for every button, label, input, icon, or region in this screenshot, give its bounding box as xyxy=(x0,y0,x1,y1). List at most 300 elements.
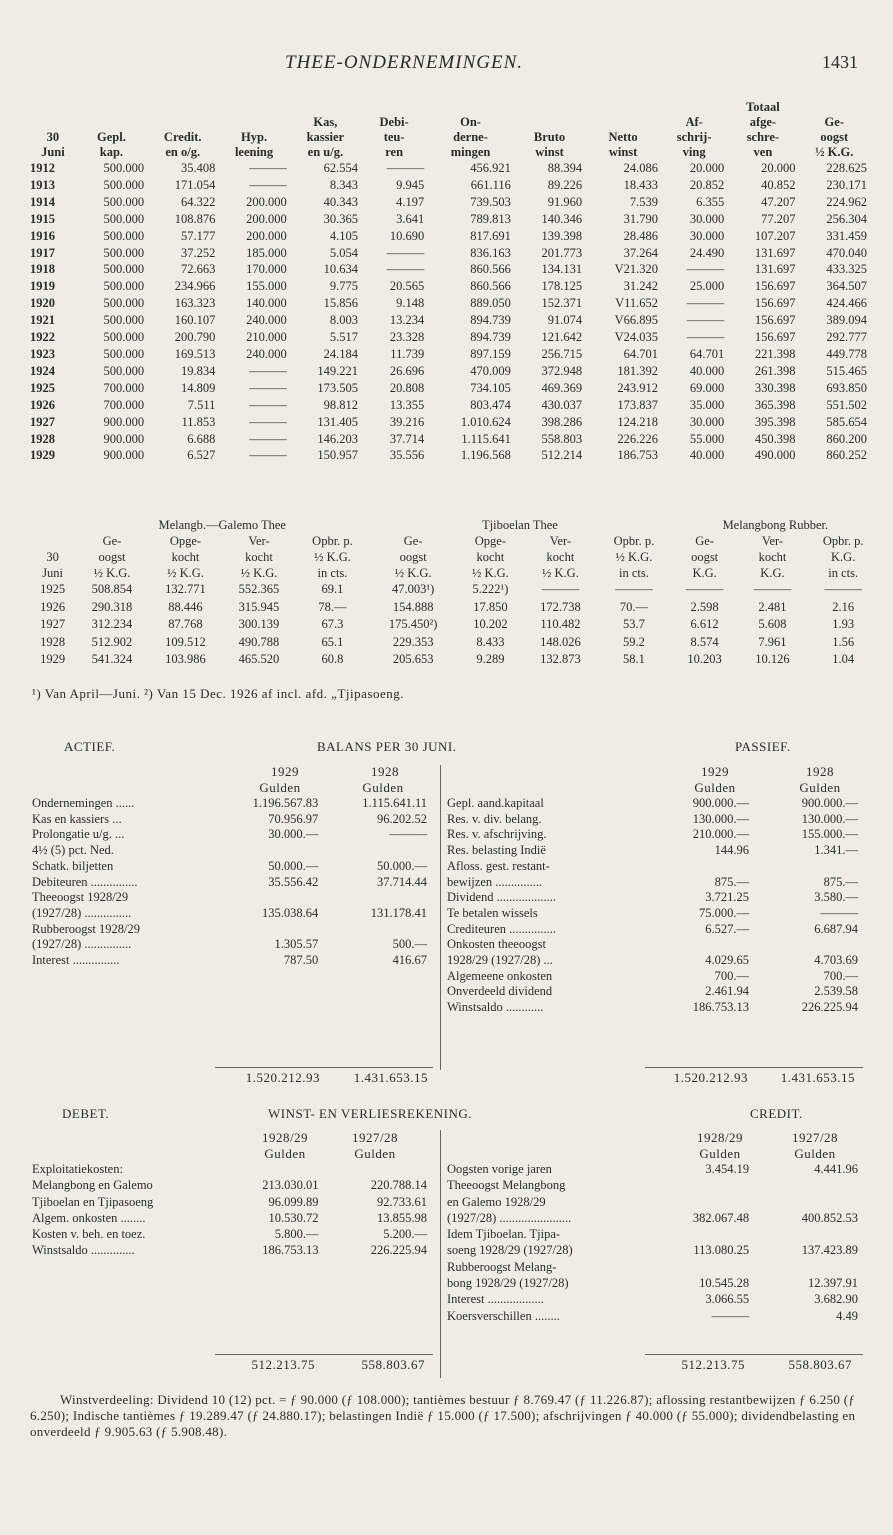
table-cell: 330.398 xyxy=(754,380,796,395)
table-cell: 9.148 xyxy=(396,296,425,311)
ledger-label: Kas en kassiers ... xyxy=(32,811,122,826)
table-cell: 836.163 xyxy=(470,245,511,260)
balance-divider xyxy=(440,765,441,1070)
table-cell: 739.503 xyxy=(470,194,511,209)
ledger-amount xyxy=(219,843,323,859)
t1-header-cell: kassier xyxy=(306,130,345,144)
table-cell: 500.000 xyxy=(103,262,145,277)
table-cell: 23.328 xyxy=(389,330,425,345)
table-cell: 11.853 xyxy=(181,414,216,429)
table-cell: 500.000 xyxy=(103,161,145,175)
t1-header-cell xyxy=(218,100,289,115)
ledger-label: Res. belasting Indië xyxy=(447,843,546,858)
ledger-label: Theeoogst Melangbong xyxy=(447,1178,566,1193)
ledger-row xyxy=(447,843,863,859)
table-row xyxy=(30,329,870,346)
table-cell: 256.304 xyxy=(826,211,867,226)
table-cell: 72.663 xyxy=(181,262,216,277)
table-cell: 31.242 xyxy=(623,279,659,294)
ledger-amount xyxy=(219,890,323,906)
table-cell: 240.000 xyxy=(246,313,287,328)
table-cell: 55.000 xyxy=(689,431,725,446)
table-cell: 1921 xyxy=(30,313,55,328)
t1-header-cell xyxy=(147,115,218,130)
ledger-row xyxy=(32,937,432,953)
table-cell: V24.035 xyxy=(614,330,659,345)
table-cell: 30.000 xyxy=(689,414,725,429)
table-cell: 552.365 xyxy=(238,582,280,596)
table-cell: 1922 xyxy=(30,330,55,345)
ledger-label: Afloss. gest. restant- xyxy=(447,858,550,873)
t1-header-cell: derne- xyxy=(453,130,488,144)
t2-header-cell: Ge- xyxy=(403,534,423,548)
t1-header-cell xyxy=(147,100,218,115)
table-cell: ——— xyxy=(249,431,287,446)
table-cell: 1.93 xyxy=(832,617,855,631)
table-row xyxy=(30,278,870,295)
table-cell: 6.355 xyxy=(696,194,725,209)
ledger-amount xyxy=(754,1226,863,1242)
table-cell: 734.105 xyxy=(470,380,511,395)
t1-header-cell xyxy=(514,100,585,115)
t1-header-cell xyxy=(30,100,76,115)
t1-header-cell: Juni xyxy=(41,145,65,159)
table-cell: 132.873 xyxy=(540,652,581,666)
t2-header-cell: 30 xyxy=(46,550,59,564)
table-row xyxy=(30,634,880,652)
t1-header-cell xyxy=(585,115,661,130)
table-cell: 243.912 xyxy=(617,380,659,395)
table-cell: 1929 xyxy=(40,652,66,666)
ledger-label: Algem. onkosten ........ xyxy=(32,1210,146,1225)
table-cell: 500.000 xyxy=(103,194,145,209)
ledger-amount: 416.67 xyxy=(392,953,427,968)
pl-right-total-rule xyxy=(645,1354,863,1355)
t2-header-cell: oogst xyxy=(98,550,126,564)
table-cell: 35.000 xyxy=(689,397,725,412)
ledger-row xyxy=(32,812,432,828)
ledger-amount: 700.— xyxy=(823,968,858,983)
ledger-amount xyxy=(645,1259,754,1275)
ledger-label: Oogsten vorige jaren xyxy=(447,1162,552,1176)
table-cell: 433.325 xyxy=(826,262,867,277)
table-cell: 13.355 xyxy=(389,397,425,412)
table-cell: 500.000 xyxy=(103,330,145,345)
t2-header-cell: ½ K.G. xyxy=(314,550,351,564)
table-cell: 89.226 xyxy=(547,177,583,192)
table-cell: 40.343 xyxy=(323,194,359,209)
t2-header-cell: in cts. xyxy=(619,566,649,580)
ledger-label: Onverdeeld dividend xyxy=(447,984,553,999)
table-cell: 10.690 xyxy=(389,228,425,243)
table-cell: 121.642 xyxy=(541,330,583,345)
ledger-amount xyxy=(323,922,432,938)
ledger-amount: 787.50 xyxy=(283,953,319,968)
table-cell: 424.466 xyxy=(826,296,867,311)
table-cell: ——— xyxy=(249,397,287,412)
ledger-row xyxy=(447,827,863,843)
t1-header-cell: Gepl. xyxy=(97,130,126,144)
table-cell: 292.777 xyxy=(826,330,867,345)
ledger-row xyxy=(447,969,863,985)
pl-title: WINST- EN VERLIESREKENING. xyxy=(268,1106,473,1121)
pl-right-unit-1: Gulden xyxy=(699,1146,741,1161)
t2-header-cell: Ge- xyxy=(102,534,122,548)
table-cell: ——— xyxy=(249,414,287,429)
table-cell: 108.876 xyxy=(174,211,216,226)
table-cell: 240.000 xyxy=(246,346,287,361)
table-cell: 156.697 xyxy=(754,313,796,328)
t2-header-cell: Ver- xyxy=(761,534,784,548)
ledger-amount: 1.115.641.11 xyxy=(362,796,427,810)
t2-header-cell: Opge- xyxy=(474,534,506,548)
ledger-row xyxy=(32,1177,432,1193)
table-cell: 1929 xyxy=(30,448,55,463)
table-row xyxy=(30,160,870,177)
table-cell: 1912 xyxy=(30,161,55,175)
ledger-row xyxy=(32,1242,432,1258)
table-cell: 20.000 xyxy=(689,161,725,175)
table-cell: 230.171 xyxy=(826,177,867,192)
table-cell: 508.854 xyxy=(91,582,133,596)
ledger-amount: 137.423.89 xyxy=(801,1243,858,1258)
table-cell: 98.812 xyxy=(323,397,359,412)
t1-header-row xyxy=(30,100,870,115)
harvest-footnote: ¹) Van April—Juni. ²) Van 15 Dec. 1926 af incl. afd. „Tjipasoeng. xyxy=(32,686,404,701)
table-cell: 107.207 xyxy=(754,228,796,243)
table-cell: V11.652 xyxy=(615,296,659,311)
table-cell: 11.739 xyxy=(390,346,425,361)
t1-header-cell xyxy=(30,115,76,130)
table-cell: 900.000 xyxy=(103,431,145,446)
table-cell: 894.739 xyxy=(470,313,511,328)
ledger-amount: 210.000.— xyxy=(692,827,750,842)
table-cell: 40.000 xyxy=(689,363,725,378)
table-cell: 148.026 xyxy=(540,634,581,649)
ledger-label: Koersverschillen ........ xyxy=(447,1308,560,1323)
ledger-amount: 10.530.72 xyxy=(268,1210,319,1225)
t2-header-cell: K.G. xyxy=(692,566,717,580)
passief-heading: PASSIEF. xyxy=(735,739,791,754)
table-cell: 200.000 xyxy=(246,211,287,226)
t1-header-cell: kap. xyxy=(99,145,124,159)
t2-header-cell: Ver- xyxy=(248,534,270,548)
ledger-label: Winstsaldo ............ xyxy=(447,1000,544,1015)
ledger-label: Res. v. afschrijving. xyxy=(447,827,547,842)
ledger-amount xyxy=(220,1161,324,1177)
ledger-amount xyxy=(324,1161,433,1177)
table-cell: 173.837 xyxy=(617,397,659,412)
ledger-amount: 6.527.— xyxy=(705,921,750,936)
t1-header-cell: Credit. xyxy=(163,130,202,144)
table-cell: 1916 xyxy=(30,228,55,243)
pl-debit xyxy=(32,1161,432,1259)
table-cell: 1926 xyxy=(40,599,66,614)
table-row xyxy=(30,295,870,312)
ledger-amount: 96.099.89 xyxy=(268,1194,319,1209)
ledger-amount: 226.225.94 xyxy=(370,1243,427,1258)
bal-left-unit-1: Gulden xyxy=(259,780,301,795)
table-cell: 224.962 xyxy=(826,194,867,209)
t1-header-cell xyxy=(290,100,361,115)
ledger-amount xyxy=(754,859,863,875)
table-cell: 26.696 xyxy=(389,363,425,378)
ledger-row xyxy=(447,984,863,1000)
table-cell: 312.234 xyxy=(91,617,133,631)
ledger-row xyxy=(447,859,863,875)
table-cell: 131.405 xyxy=(317,414,359,429)
table-cell: 181.392 xyxy=(617,363,659,378)
t1-header-cell xyxy=(585,100,661,115)
ledger-amount: 4.029.65 xyxy=(705,953,750,968)
t2-header-cell: kocht xyxy=(245,550,273,564)
ledger-amount xyxy=(219,922,323,938)
harvest-group-tjiboelan: Tjiboelan Thee xyxy=(482,518,558,532)
ledger-row xyxy=(447,812,863,828)
table-cell: 205.653 xyxy=(392,652,434,666)
table-cell: 200.790 xyxy=(174,330,216,345)
table-cell: 110.482 xyxy=(540,617,581,631)
table-cell: 40.852 xyxy=(761,177,796,192)
t2-header-cell: ½ K.G. xyxy=(542,566,579,580)
ledger-row xyxy=(447,906,863,922)
table-cell: 155.000 xyxy=(246,279,287,294)
ledger-row xyxy=(447,875,863,891)
ledger-row xyxy=(32,1161,432,1177)
ledger-amount: 50.000.— xyxy=(377,858,427,873)
table-cell: 500.000 xyxy=(103,211,145,226)
t1-header-cell xyxy=(661,100,727,115)
t2-header-cell: ½ K.G. xyxy=(471,566,509,580)
ledger-label: bewijzen ............... xyxy=(447,874,543,889)
table-cell: 229.353 xyxy=(392,634,434,649)
ledger-row xyxy=(32,953,432,969)
ledger-label: Interest ............... xyxy=(32,953,120,968)
table-cell: ——— xyxy=(685,582,724,596)
t2-header-cell: ½ K.G. xyxy=(615,550,653,564)
t2-header-cell: kocht xyxy=(476,550,505,564)
ledger-amount: 1.305.57 xyxy=(274,937,319,952)
table-cell: 20.808 xyxy=(389,380,425,395)
table-cell: ——— xyxy=(249,177,287,192)
ledger-row xyxy=(447,1000,863,1016)
bal-left-year-2: 1928 xyxy=(371,764,399,779)
ledger-amount xyxy=(645,1226,754,1242)
table-cell: 469.369 xyxy=(541,380,583,395)
table-cell: 4.197 xyxy=(396,194,425,209)
table-cell: 860.200 xyxy=(826,431,867,446)
table-cell: 490.788 xyxy=(238,634,280,649)
table-cell: 2.598 xyxy=(690,599,719,614)
table-cell: 1.010.624 xyxy=(460,414,511,429)
ledger-amount: 213.030.01 xyxy=(262,1178,319,1193)
table-cell: 541.324 xyxy=(91,652,133,666)
table-cell: 149.221 xyxy=(317,363,359,378)
table-cell: 900.000 xyxy=(103,414,145,429)
table-cell: 131.697 xyxy=(754,245,796,260)
ledger-row xyxy=(447,796,863,812)
ledger-row xyxy=(447,1259,863,1275)
ledger-label: 1928/29 (1927/28) ... xyxy=(447,953,553,968)
t1-header-cell: teu- xyxy=(383,130,405,144)
t1-header-cell xyxy=(514,115,585,130)
table-cell: 395.398 xyxy=(754,414,796,429)
table-cell: 512.902 xyxy=(91,634,133,649)
t1-header-cell: Totaal xyxy=(746,100,780,114)
table-cell: 9.775 xyxy=(329,279,359,294)
table-cell: 10.203 xyxy=(687,652,722,666)
table-cell: 150.957 xyxy=(317,448,359,463)
ledger-label: Gepl. aand.kapitaal xyxy=(447,796,544,810)
ledger-row xyxy=(447,1308,863,1324)
ledger-amount: 130.000.— xyxy=(801,811,858,826)
t2-header-cell: kocht xyxy=(546,550,575,564)
table-cell: 512.214 xyxy=(541,448,583,463)
t2-header-row xyxy=(30,533,880,549)
table-cell: 1.56 xyxy=(832,634,855,649)
table-cell: ——— xyxy=(249,363,287,378)
table-cell: 500.000 xyxy=(103,296,145,311)
table-cell: 470.009 xyxy=(470,363,511,378)
pl-right-year-2: 1927/28 xyxy=(791,1130,839,1145)
ledger-label: Te betalen wissels xyxy=(447,905,538,920)
ledger-label: Kosten v. beh. en toez. xyxy=(32,1227,146,1242)
ledger-row xyxy=(447,937,863,953)
ledger-amount: 96.202.52 xyxy=(377,811,427,826)
ledger-row xyxy=(447,1291,863,1307)
table-row xyxy=(30,581,880,599)
pl-right-total-1: 512.213.75 xyxy=(681,1357,745,1372)
debet-heading: DEBET. xyxy=(62,1106,110,1121)
t1-header-cell: ving xyxy=(682,145,706,159)
ledger-amount: 1.341.— xyxy=(814,843,858,858)
table-cell: ——— xyxy=(249,161,287,175)
table-row xyxy=(30,447,870,464)
table-cell: 1.196.568 xyxy=(460,448,511,463)
ledger-amount: 12.397.91 xyxy=(808,1276,858,1291)
ledger-row xyxy=(32,906,432,922)
bal-right-total-1: 1.520.212.93 xyxy=(673,1070,748,1085)
table-cell: 64.322 xyxy=(181,194,216,209)
t1-header-cell: On- xyxy=(460,115,481,129)
table-cell: 693.850 xyxy=(826,380,867,395)
ledger-amount xyxy=(323,843,432,859)
table-cell: 1.04 xyxy=(832,652,855,666)
ledger-amount xyxy=(645,937,754,953)
ledger-row xyxy=(447,890,863,906)
ledger-amount: 3.454.19 xyxy=(705,1162,750,1176)
t2-header-cell: kocht xyxy=(171,550,200,564)
ledger-label: (1927/28) ............... xyxy=(32,905,132,920)
ledger-label: soeng 1928/29 (1927/28) xyxy=(447,1243,573,1258)
table-cell: 226.226 xyxy=(617,431,659,446)
ledger-amount xyxy=(645,1177,754,1193)
ledger-amount: 900.000.— xyxy=(692,796,750,810)
table-cell: 47.003¹) xyxy=(392,582,435,596)
profit-distribution: Winstverdeeling: Dividend 10 (12) pct. = ƒ 90.000 (ƒ 108.000); tantièmes bestuur ƒ 8.769.47 (ƒ 11.226.87); aflossing restantbewijzen ƒ 6.250 (ƒ 6.250); Indische tantièmes ƒ 19.289.47 (ƒ 24.880.17); belastingen Indië ƒ 15.000 (ƒ 17.500); afschrijvingen ƒ 40.000 (ƒ 55.000); dividendbelasting en onverdeeld ƒ 9.905.63 (ƒ 5.908.48). xyxy=(30,1392,856,1439)
bal-left-unit-2: Gulden xyxy=(362,780,404,795)
t1-header-cell: Hyp. xyxy=(241,130,268,144)
table-cell: 558.803 xyxy=(541,431,583,446)
ledger-row xyxy=(447,953,863,969)
table-cell: 171.054 xyxy=(174,177,216,192)
ledger-amount: 70.956.97 xyxy=(268,811,319,826)
ledger-label: bong 1928/29 (1927/28) xyxy=(447,1276,569,1291)
ledger-label: Interest .................. xyxy=(447,1292,544,1307)
table-cell: 1925 xyxy=(40,582,66,596)
ledger-amount: 10.545.28 xyxy=(699,1276,750,1291)
table-cell: 8.003 xyxy=(329,313,359,328)
ledger-amount: 3.066.55 xyxy=(705,1292,750,1307)
table-cell: 20.000 xyxy=(761,161,796,175)
ledger-amount: 131.178.41 xyxy=(370,905,427,920)
balance-title: BALANS PER 30 JUNI. xyxy=(317,739,457,754)
table-cell: ——— xyxy=(249,448,287,463)
ledger-amount: 900.000.— xyxy=(801,796,858,810)
pl-left-total-rule xyxy=(215,1354,433,1355)
ledger-label: Prolongatie u/g. ... xyxy=(32,827,125,842)
ledger-amount: 75.000.— xyxy=(699,905,750,920)
table-cell: 585.654 xyxy=(826,414,867,429)
ledger-amount xyxy=(645,859,754,875)
ledger-label: (1927/28) ............... xyxy=(32,937,132,952)
table-cell: 200.000 xyxy=(246,228,287,243)
pl-credit xyxy=(447,1161,863,1324)
table-cell: 7.539 xyxy=(629,194,659,209)
table-cell: 169.513 xyxy=(174,346,216,361)
table-cell: 9.289 xyxy=(476,652,505,666)
ledger-label: en Galemo 1928/29 xyxy=(447,1194,546,1209)
ledger-amount: 875.— xyxy=(823,874,858,889)
ledger-row xyxy=(32,859,432,875)
table-cell: ——— xyxy=(686,262,725,277)
table-cell: 2.16 xyxy=(832,599,855,614)
bal-left-total-1: 1.520.212.93 xyxy=(245,1070,320,1085)
t2-header-cell: Opbr. p. xyxy=(312,534,353,548)
table-cell: 1.115.641 xyxy=(461,431,511,446)
financial-history-table xyxy=(30,100,870,464)
ledger-amount: 135.038.64 xyxy=(262,905,319,920)
t2-header-cell: ½ K.G. xyxy=(394,566,432,580)
ledger-amount xyxy=(754,1259,863,1275)
table-cell: 210.000 xyxy=(246,330,287,345)
ledger-label: Rubberoogst 1928/29 xyxy=(32,921,140,936)
ledger-amount: 1.196.567.83 xyxy=(252,796,319,810)
table-cell: 156.697 xyxy=(754,279,796,294)
table-cell: 551.502 xyxy=(826,397,867,412)
t1-header-cell xyxy=(76,100,147,115)
table-cell: 24.184 xyxy=(323,346,359,361)
pl-left-unit-2: Gulden xyxy=(354,1146,396,1161)
t1-header-cell xyxy=(76,115,147,130)
bal-left-total-2: 1.431.653.15 xyxy=(353,1070,428,1085)
table-cell: 124.218 xyxy=(617,414,659,429)
table-row xyxy=(30,616,880,634)
t1-header-cell: Debi- xyxy=(379,115,409,129)
table-cell: 1914 xyxy=(30,194,55,209)
table-cell: V21.320 xyxy=(614,262,659,277)
table-cell: ——— xyxy=(386,245,425,260)
t1-header-cell: leening xyxy=(234,145,274,159)
table-cell: 18.433 xyxy=(623,177,659,192)
t1-header-cell: Netto xyxy=(608,130,638,144)
table-cell: 700.000 xyxy=(103,397,145,412)
table-cell: 88.446 xyxy=(168,599,203,614)
table-cell: 30.000 xyxy=(689,228,725,243)
ledger-amount: 875.— xyxy=(714,874,750,889)
table-cell: 860.566 xyxy=(470,279,511,294)
balance-assets xyxy=(32,796,432,969)
